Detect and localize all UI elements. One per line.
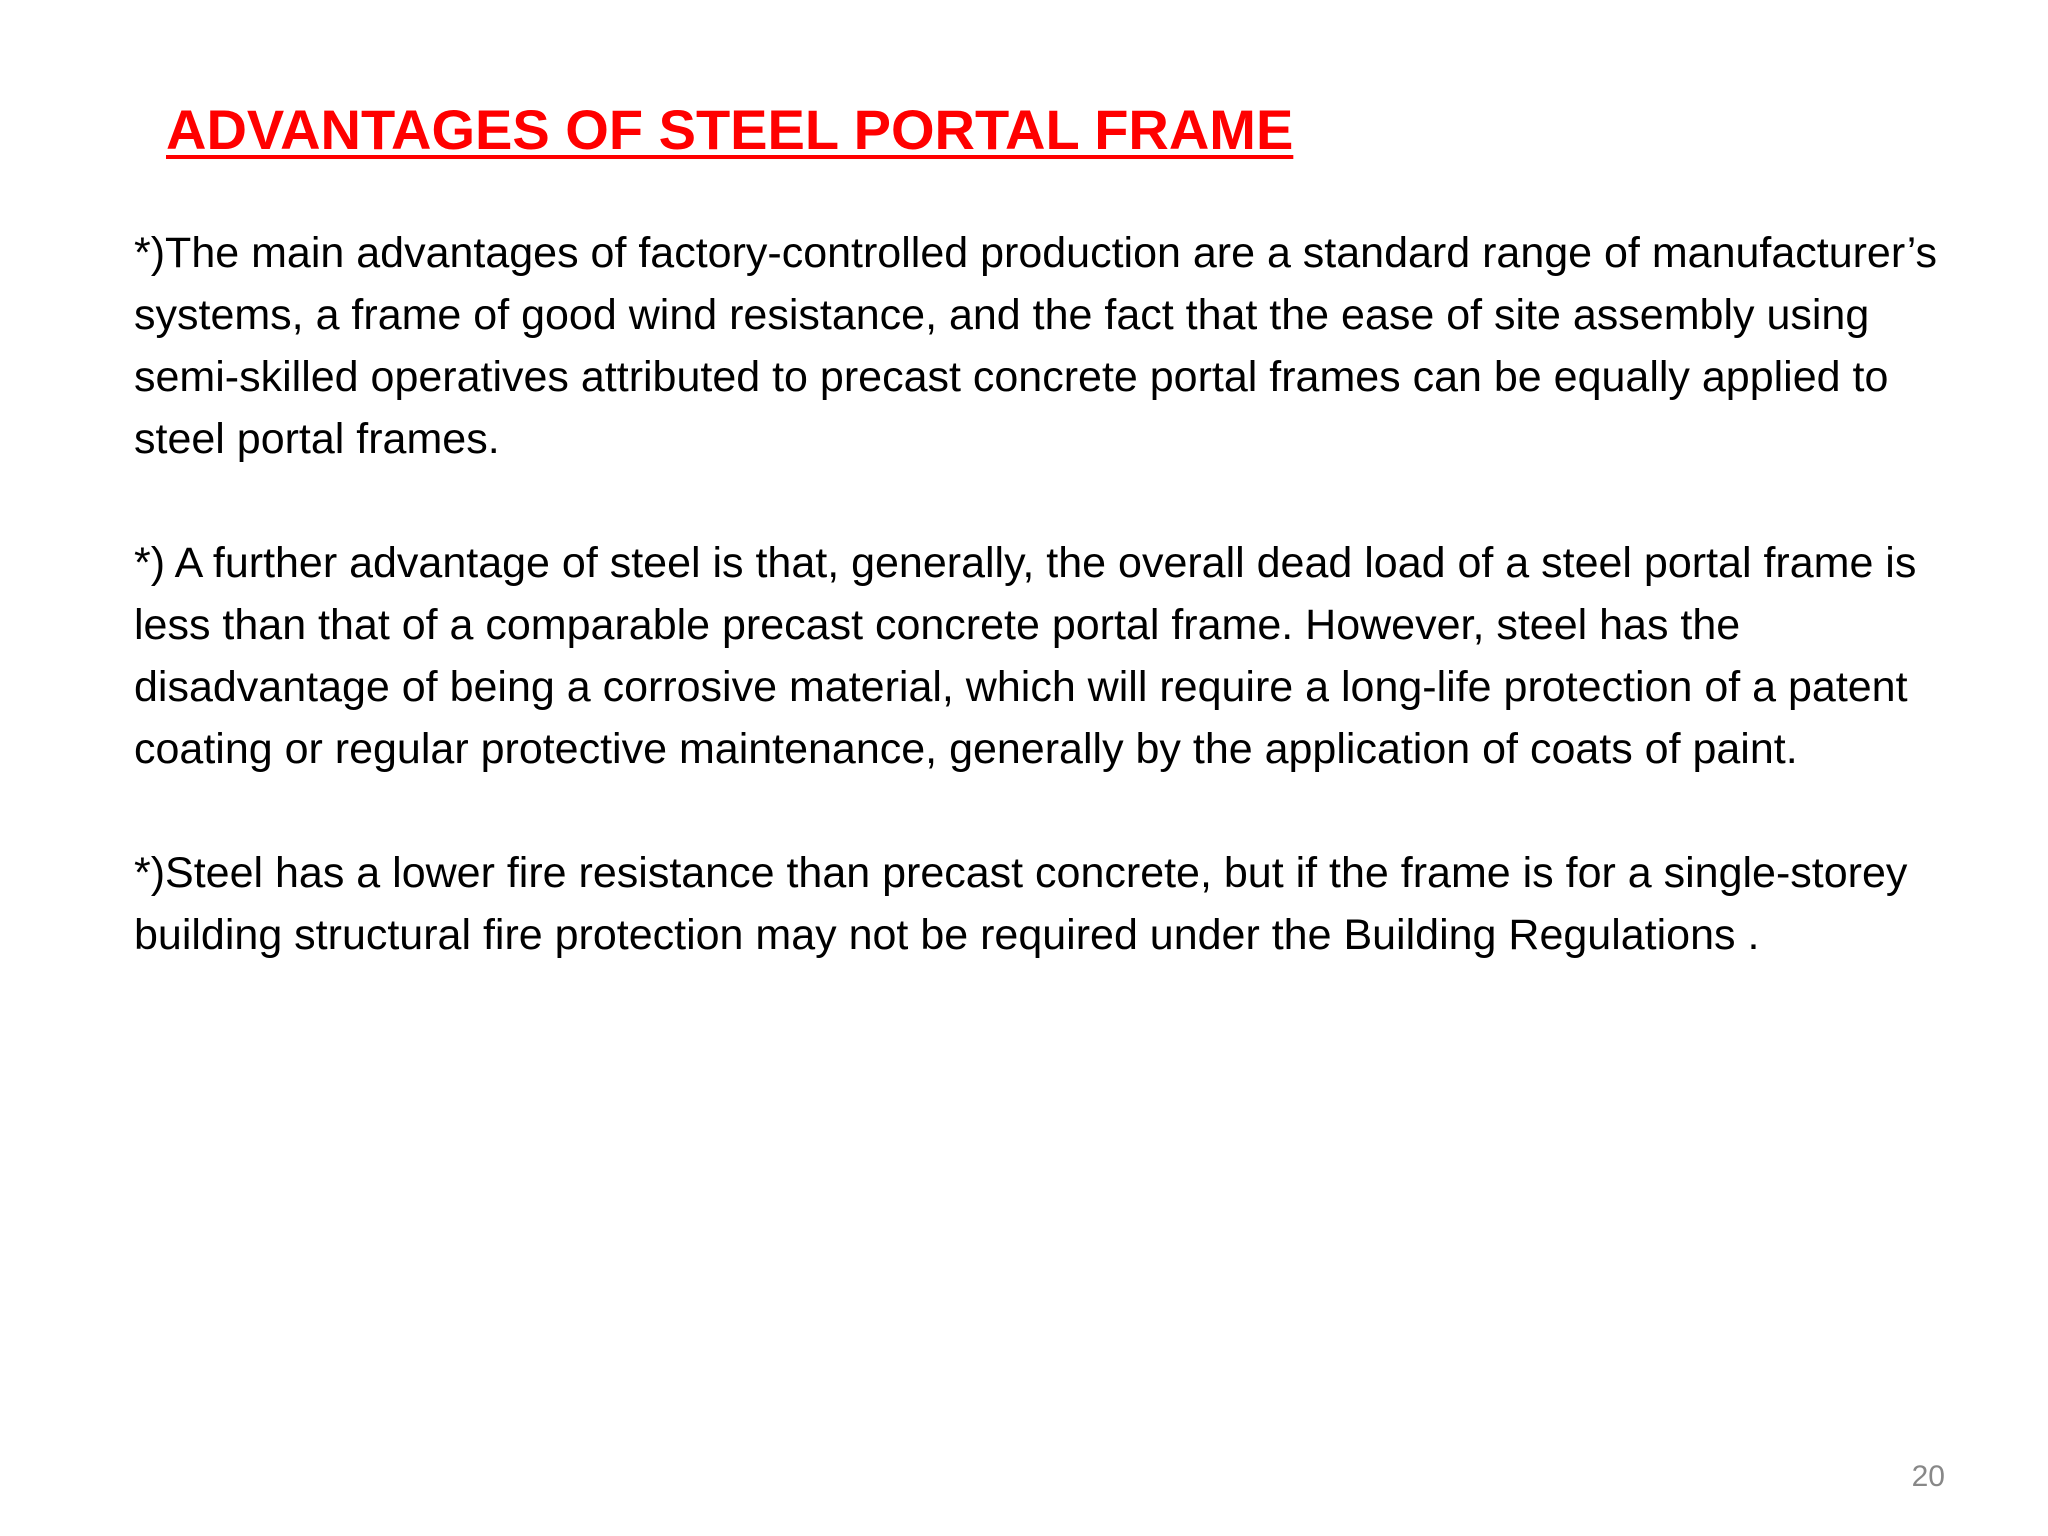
paragraph-fire-resistance: *)Steel has a lower fire resistance than precast concrete, but if the frame is for a single-storey building structural fire protection may not be required under the Building Regulations . (134, 849, 1908, 959)
slide-body (134, 222, 1974, 966)
page-number: 20 (1911, 1460, 1945, 1493)
paragraph-dead-load: *) A further advantage of steel is that, generally, the overall dead load of a steel portal frame is less than that of a comparable precast concrete portal frame. However, steel has the disadvantage of being a corrosive material, which will require a long-life protection of a patent coating or regular protective maintenance, generally by the application of coats of paint. (134, 539, 1917, 773)
paragraph-factory-production: *)The main advantages of factory-controlled production are a standard range of manufacturer’s systems, a frame of good wind resistance, and the fact that the ease of site assembly using semi-skilled operatives attributed to precast concrete portal frames can be equally applied to steel portal frames. (134, 229, 1938, 463)
slide-title: ADVANTAGES OF STEEL PORTAL FRAME (166, 98, 1294, 161)
